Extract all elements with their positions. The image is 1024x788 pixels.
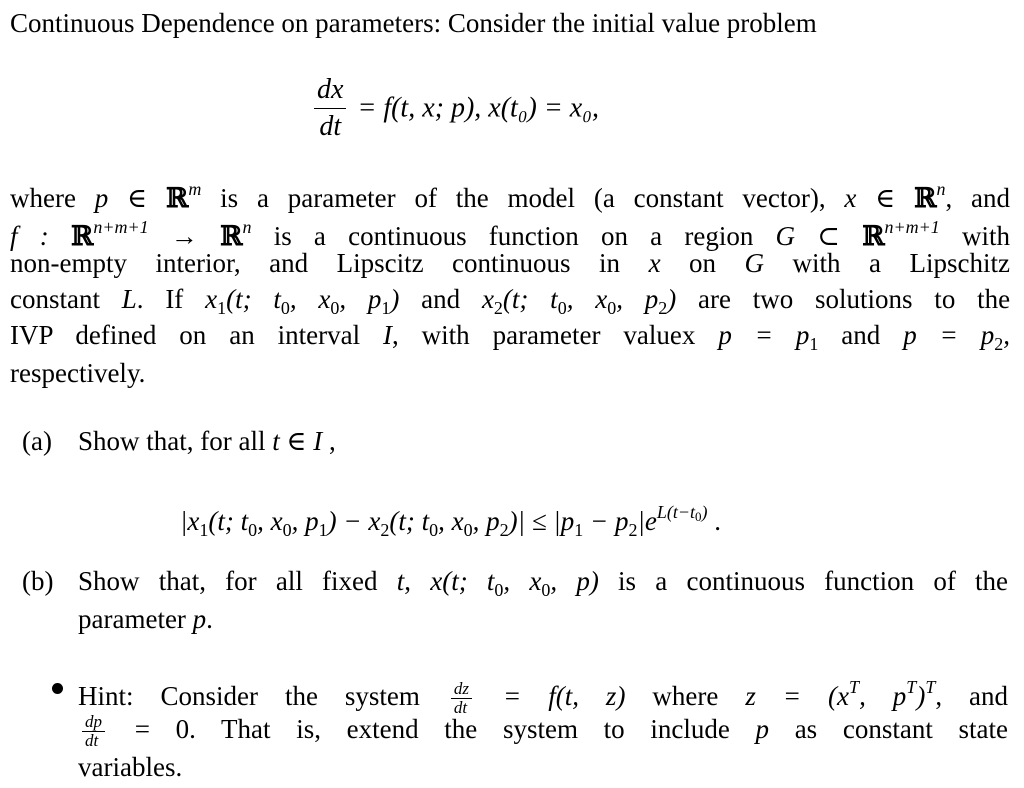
math-g: G bbox=[744, 248, 765, 278]
bullet-icon bbox=[52, 683, 63, 694]
ivp-equation bbox=[310, 72, 599, 145]
part-a-inequality: $|x_1(t$; $t_0$, $x_0$, $p_1) - x_2(t$; $t_0$, $x_0$, $p_2)| \le |p_1 - p_2|e^{L(t-t0)}$ . bbox=[180, 502, 722, 540]
hint-text-4: = 0. That is, extend the system to include bbox=[134, 714, 730, 744]
part-b-text-2: is a continuous function of the bbox=[618, 566, 1009, 596]
text-if: . If bbox=[136, 284, 184, 314]
dp-dt-fraction: $\frac{dp}{dt}$ bbox=[82, 713, 105, 750]
text-nonempty: non-empty interior, and Lipscitz continuous in bbox=[10, 248, 621, 278]
text-continuous-function: is a continuous function on a region bbox=[273, 221, 754, 251]
text-two-solutions: are two solutions to the bbox=[698, 284, 1011, 314]
math-z-def: $z = (x^T$, $p^T)^T$ bbox=[745, 677, 936, 711]
math-t-comma: t bbox=[396, 566, 405, 596]
text-on: on bbox=[689, 248, 717, 278]
part-a-statement: Show that, for all bbox=[78, 426, 266, 456]
math-l: L bbox=[121, 284, 137, 314]
fraction-denominator: dt bbox=[319, 111, 342, 142]
problem-heading: Continuous Dependence on parameters: Consider the initial value problem bbox=[10, 8, 817, 38]
math-f-tz: = f(t, z) bbox=[503, 681, 626, 711]
hint-text-3: , and bbox=[935, 681, 1009, 711]
part-b-line-1: Show that, for all fixed t, x(t; $t_0$, $x_0$, p) is a continuous function of the bbox=[78, 566, 1009, 600]
text-parameter: is a parameter of the model (a constant vector), bbox=[220, 183, 826, 213]
word-where: where bbox=[10, 183, 76, 213]
text-ivp-defined: IVP defined on an interval bbox=[10, 320, 361, 350]
part-b-text-1: Show that, for all fixed bbox=[78, 566, 378, 596]
paragraph-line-5 bbox=[10, 318, 1010, 361]
hint-line-2 bbox=[78, 712, 1008, 750]
text-and-2: and bbox=[421, 284, 461, 314]
math-p-eq-p1: $p = p_1$ bbox=[718, 320, 819, 354]
text-and-3: and bbox=[841, 320, 881, 350]
fraction-numerator: dx bbox=[314, 72, 346, 109]
math-p: p bbox=[192, 604, 207, 634]
text-param-valuex: , with parameter valuex bbox=[392, 320, 696, 350]
hint-line-3: variables. bbox=[78, 752, 183, 782]
math-p-2: p bbox=[755, 714, 770, 744]
text-lipschitz: with a Lipschitz bbox=[792, 248, 1010, 278]
math-x2-solution: $x_2(t$; $t_0$, $x_0$, $p_2$) bbox=[481, 284, 677, 318]
paragraph-line-3 bbox=[10, 246, 1010, 280]
ivp-rhs: = f(t, x; p), x(t₀) = x₀, bbox=[357, 92, 599, 124]
hint-text-2: where bbox=[652, 681, 719, 711]
part-a-label: (a) bbox=[22, 426, 52, 456]
math-p-in-rm: p ∈ ℝ$^m$ bbox=[94, 179, 202, 214]
math-p-eq-p2: $p = p_2$, bbox=[903, 320, 1011, 354]
derivative-fraction bbox=[314, 72, 346, 145]
hint-line-1 bbox=[78, 670, 1008, 717]
part-b-text-3: parameter bbox=[78, 604, 186, 634]
part-b-label: (b) bbox=[22, 566, 54, 596]
text-and: , and bbox=[945, 183, 1010, 213]
math-t-in-i: t ∈ I bbox=[272, 426, 323, 456]
hint-text-5: as constant state bbox=[794, 714, 1009, 744]
paragraph-line-6: respectively. bbox=[10, 358, 146, 388]
part-b-line-2: parameter p. bbox=[78, 604, 213, 634]
math-i: I bbox=[383, 320, 392, 350]
hint-text-1: Hint: Consider the system bbox=[78, 681, 420, 711]
math-x: x bbox=[648, 248, 661, 278]
text-constant: constant bbox=[10, 284, 100, 314]
dz-dt-fraction: $\frac{dz}{dt}$ bbox=[451, 680, 472, 717]
text-with: with bbox=[962, 221, 1011, 251]
math-x1-solution: $x_1(t$; $t_0$, $x_0$, $p_1$) bbox=[205, 284, 400, 318]
math-f-map: f : ℝ$^{n+m+1}$ → ℝ$^n$ bbox=[10, 217, 252, 252]
part-a-text: Show that, for all t ∈ I , bbox=[78, 426, 336, 456]
math-g-subset: G ⊂ ℝ$^{n+m+1}$ bbox=[775, 217, 940, 252]
math-x-of-p: x(t; $t_0$, $x_0$, p) bbox=[430, 566, 599, 600]
math-x-in-rn: x ∈ ℝ$^n$ bbox=[844, 179, 946, 214]
